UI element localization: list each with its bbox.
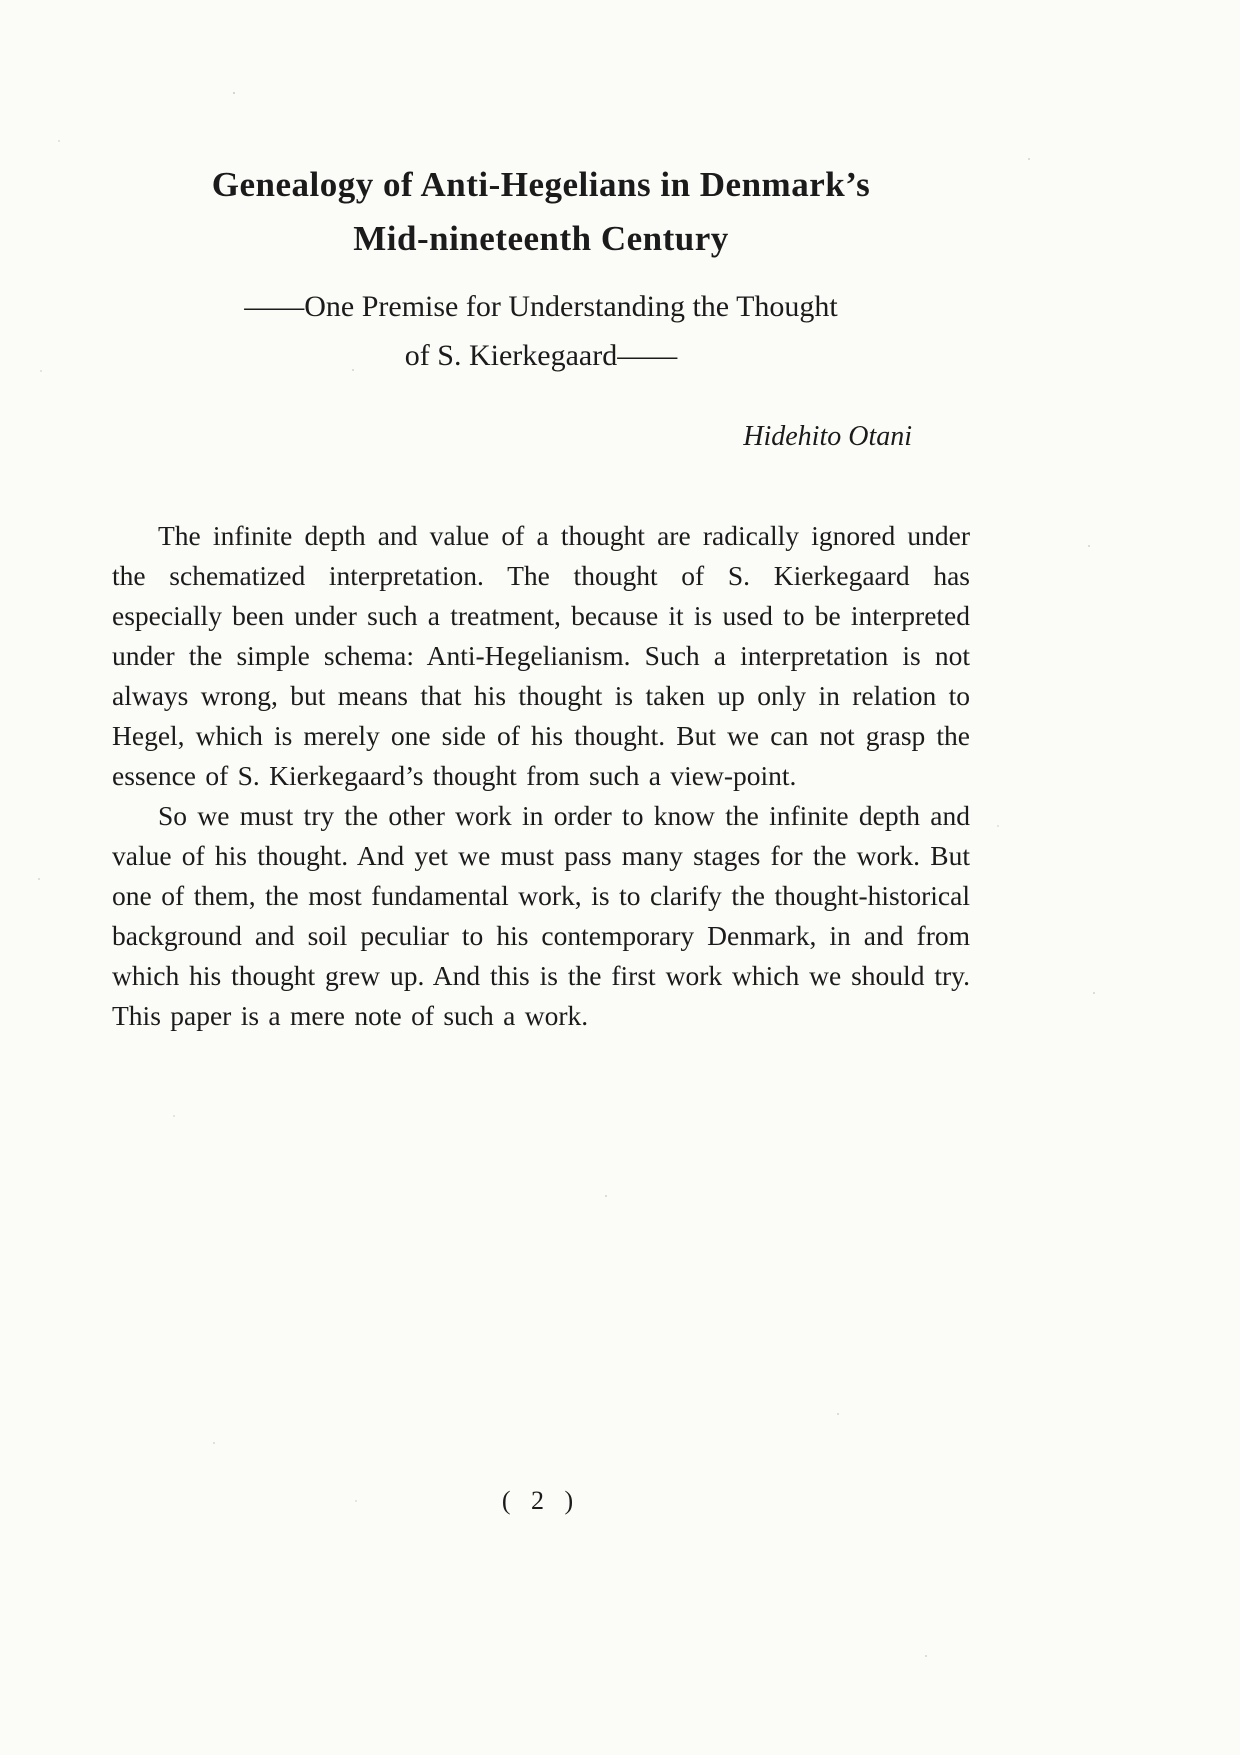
body-text (112, 516, 970, 1036)
paper-subtitle (112, 282, 970, 380)
paper-title-line2: Mid-nineteenth Century (353, 219, 729, 258)
paragraph-2: So we must try the other work in order to know the infinite depth and value of his thought. And yet we must pass many stages for the work. But one of them, the most fundamental work, is to clarify the thought-historical background and soil peculiar to his contemporary Denmark, in and from which his thought grew up. And this is the first work which we should try. This paper is a mere note of such a work. (112, 800, 970, 1031)
paragraph-1: The infinite depth and value of a thought are radically ignored under the schematized interpretation. The thought of S. Kierkegaard has especially been under such a treatment, because it is used to be interpreted under the simple schema: Anti-Hegelianism. Such a interpretation is not always wrong, but means that his thought is taken up only in relation to Hegel, which is merely one side of his thought. But we can not grasp the essence of S. Kierkegaard’s thought from such a view-point. (112, 520, 970, 791)
page-number: ( 2 ) (501, 1486, 581, 1515)
author-name: Hidehito Otani (743, 421, 912, 452)
scan-noise (0, 0, 2, 2)
text-block (112, 0, 970, 1036)
paper-title-line1: Genealogy of Anti-Hegelians in Denmark’s (211, 165, 871, 204)
paper-subtitle-line2: of S. Kierkegaard—— (404, 339, 678, 372)
paper-subtitle-line1: ——One Premise for Understanding the Thought (244, 290, 838, 323)
paper-title (112, 158, 970, 266)
